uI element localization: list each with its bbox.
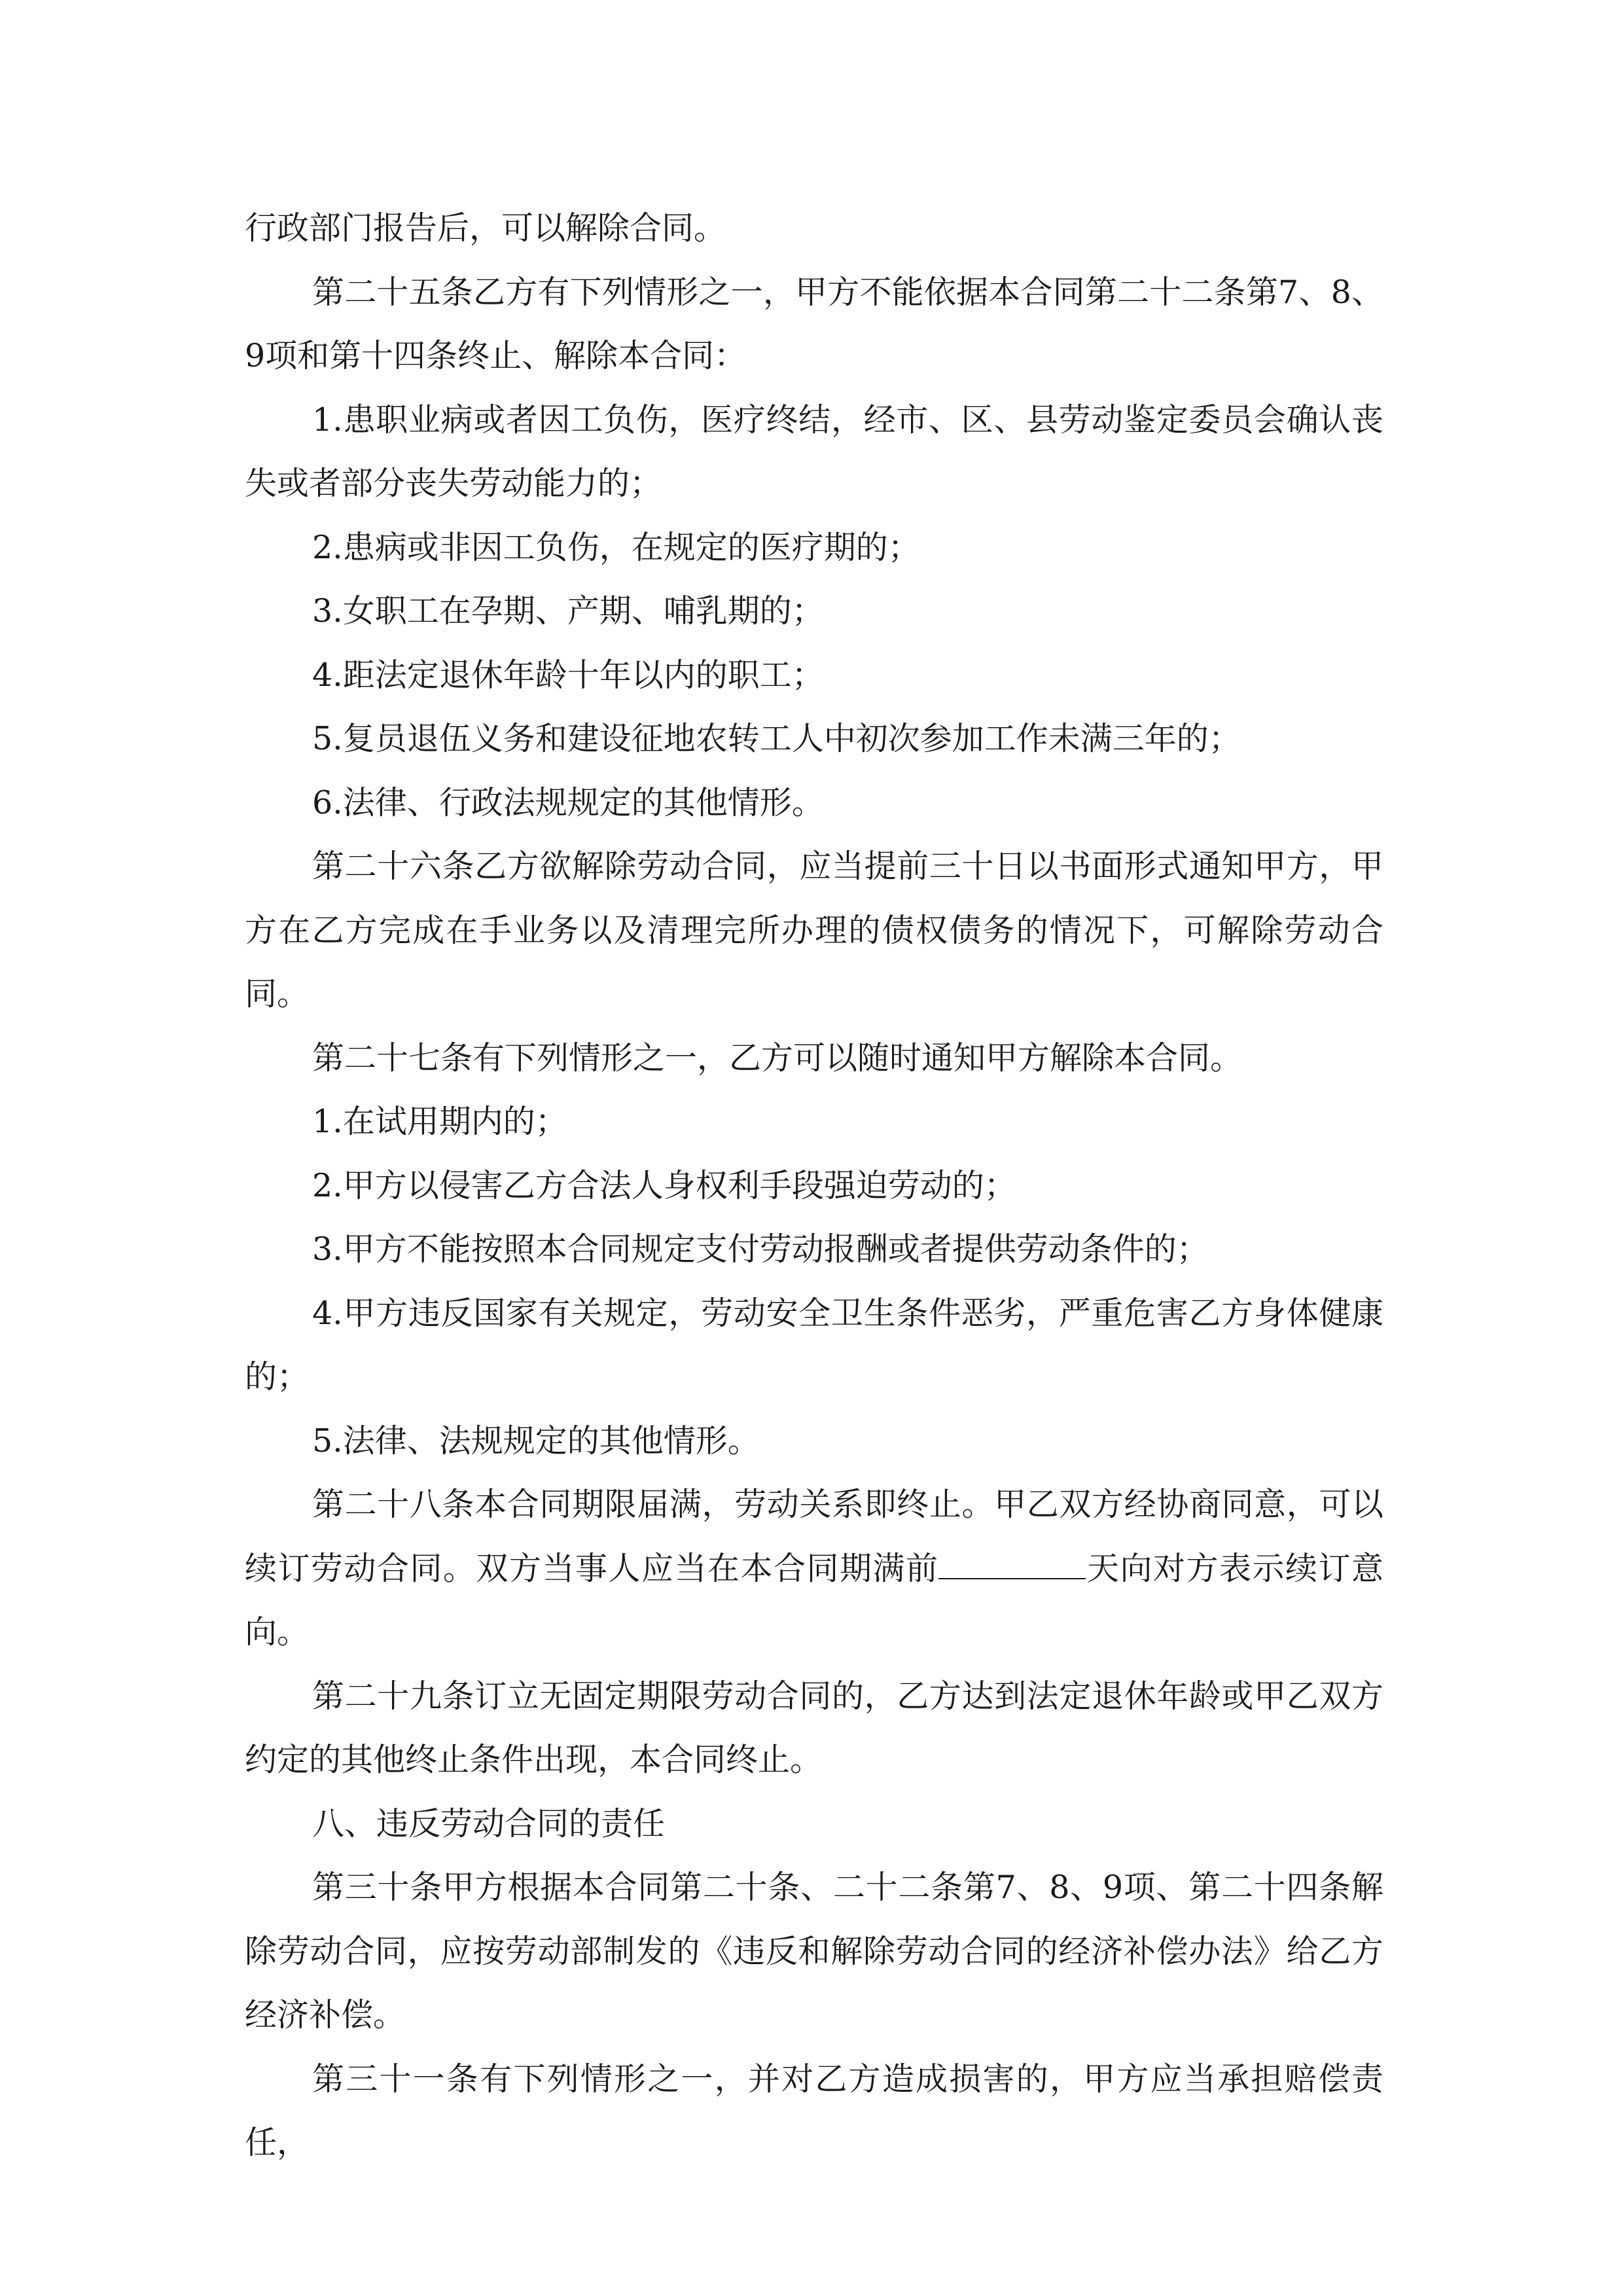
- list-item: 5.法律、法规规定的其他情形。: [312, 1422, 760, 1460]
- list-item: 4.甲方违反国家有关规定，劳动安全卫生条件恶劣，严重危害乙方身体健康的；: [245, 1294, 1383, 1395]
- article-31-paragraph: 第三十一条有下列情形之一，并对乙方造成损害的，甲方应当承担赔偿责任，: [245, 2060, 1383, 2161]
- list-item: 2.甲方以侵害乙方合法人身权利手段强迫劳动的；: [312, 1166, 1016, 1204]
- paragraph: 行政部门报告后，可以解除合同。: [245, 209, 726, 247]
- article-29-paragraph: 第二十九条订立无固定期限劳动合同的，乙方达到法定退休年龄或甲乙双方约定的其他终止条件出现，本合同终止。: [245, 1677, 1383, 1778]
- fill-in-blank: [938, 1549, 1086, 1579]
- article-28-text-after-blank: 天向对方表示续订意向。: [245, 1549, 1383, 1651]
- article-25-paragraph: 第二十五条乙方有下列情形之一，甲方不能依据本合同第二十二条第7、8、9项和第十四条终止、解除本合同：: [245, 273, 1383, 374]
- list-item: 3.甲方不能按照本合同规定支付劳动报酬或者提供劳动条件的；: [312, 1230, 1209, 1268]
- list-item: 5.复员退伍义务和建设征地农转工人中初次参加工作未满三年的；: [312, 720, 1241, 757]
- article-26-paragraph: 第二十六条乙方欲解除劳动合同，应当提前三十日以书面形式通知甲方，甲方在乙方完成在手业务以及清理完所办理的债权债务的情况下，可解除劳动合同。: [245, 848, 1383, 1013]
- list-item: 1.患职业病或者因工负伤，医疗终结，经市、区、县劳动鉴定委员会确认丧失或者部分丧失劳动能力的；: [245, 401, 1383, 502]
- article-30-paragraph: 第三十条甲方根据本合同第二十条、二十二条第7、8、9项、第二十四条解除劳动合同，应按劳动部制发的《违反和解除劳动合同的经济补偿办法》给乙方经济补偿。: [245, 1869, 1383, 2034]
- list-item: 6.法律、行政法规规定的其他情形。: [312, 783, 824, 821]
- document-body: [245, 196, 1383, 2175]
- list-item: 2.患病或非因工负伤，在规定的医疗期的；: [312, 528, 920, 566]
- article-28-text-before-blank: 第二十八条本合同期限届满，劳动关系即终止。甲乙双方经协商同意，可以续订劳动合同。双方当事人应当在本合同期满前: [245, 1486, 1383, 1587]
- article-28-paragraph: [245, 1473, 1383, 1664]
- list-item: 1.在试用期内的；: [312, 1103, 567, 1140]
- section-heading: 八、违反劳动合同的责任: [312, 1804, 666, 1842]
- article-27-paragraph: 第二十七条有下列情形之一，乙方可以随时通知甲方解除本合同。: [312, 1039, 1243, 1077]
- list-item: 3.女职工在孕期、产期、哺乳期的；: [312, 592, 824, 630]
- list-item: 4.距法定退休年龄十年以内的职工；: [312, 656, 824, 694]
